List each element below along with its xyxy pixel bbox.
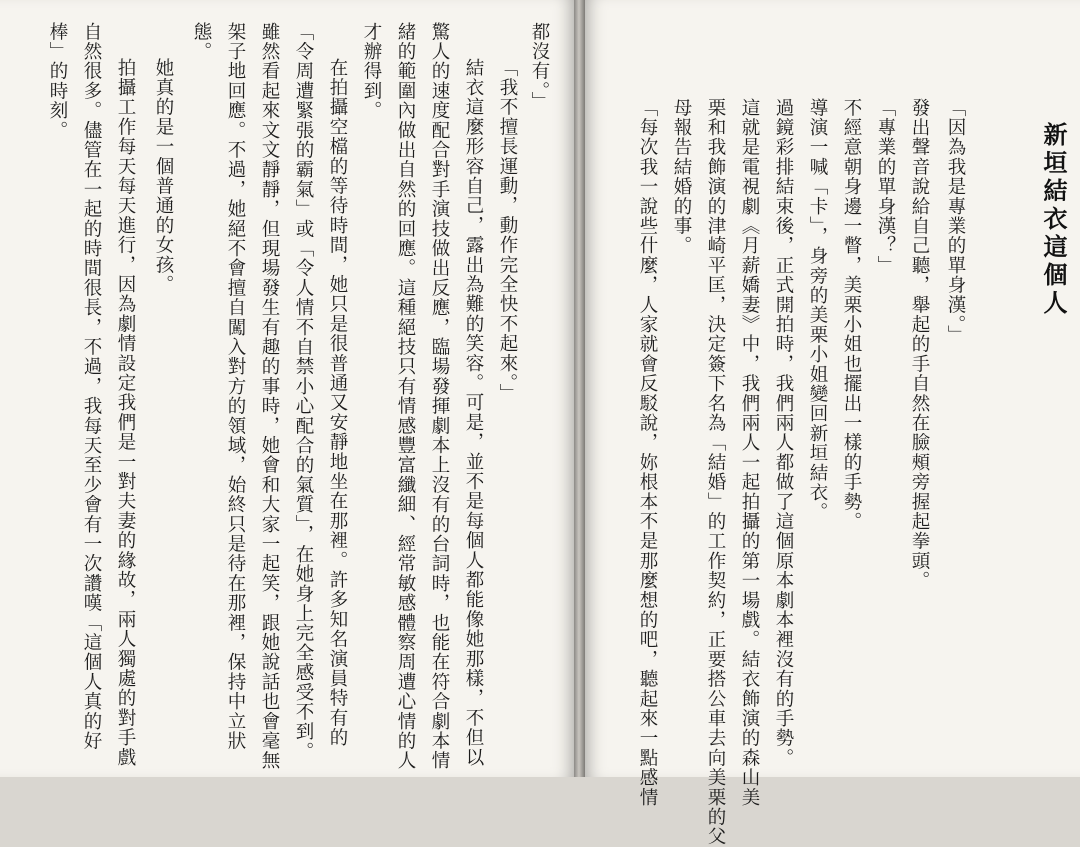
left-col-1: 都沒有。」 [529, 22, 550, 112]
left-col-13: 拍攝工作每天每天進行，因為劇情設定我們是一對夫妻的緣故，兩人獨處的對手戲 [115, 58, 136, 768]
left-col-14: 自然很多。儘管在一起的時間很長，不過，我每天至少會有一次讚嘆「這個人真的好 [81, 22, 102, 751]
right-col-9: 母報告結婚的事。 [671, 98, 692, 256]
right-col-8: 栗和我飾演的津崎平匡，決定簽下名為「結婚」的工作契約，正要搭公車去向美栗的父 [705, 98, 726, 847]
left-col-12: 她真的是一個普通的女孩。 [153, 58, 174, 295]
chapter-title: 新垣結衣這個人 [1039, 122, 1067, 318]
right-col-4: 不經意朝身邊一瞥，美栗小姐也擺出一樣的手勢。 [841, 98, 862, 532]
right-col-1: 「因為我是專業的單身漢。」 [945, 98, 966, 345]
left-col-5: 緒的範圍內做出自然的回應。這種絕技只有情感豐富纖細、經常敏感體察周遭心情的人 [395, 22, 416, 771]
left-col-11: 態。 [191, 22, 212, 62]
left-col-2: 「我不擅長運動，動作完全快不起來。」 [497, 58, 518, 404]
left-col-3: 結衣這麼形容自己，露出為難的笑容。可是，並不是每個人都能像她那樣，不但以 [463, 58, 484, 768]
right-col-3: 「專業的單身漢？」 [875, 98, 896, 276]
left-col-15: 棒」的時刻。 [47, 22, 68, 141]
left-col-9: 雖然看起來文文靜靜，但現場發生有趣的事時，她會和大家一起笑，跟她說話也會毫無 [259, 22, 280, 771]
right-col-7: 這就是電視劇《月薪嬌妻》中，我們兩人一起拍攝的第一場戲。結衣飾演的森山美 [739, 98, 760, 808]
right-col-2: 發出聲音說給自己聽，舉起的手自然在臉頰旁握起拳頭。 [909, 98, 930, 591]
left-col-6: 才辦得到。 [361, 22, 382, 121]
left-col-7: 在拍攝空檔的等待時間，她只是很普通又安靜地坐在那裡。許多知名演員特有的 [327, 58, 348, 748]
left-col-10: 架子地回應。不過，她絕不會擅自闖入對方的領域，始終只是待在那裡，保持中立狀 [225, 22, 246, 751]
left-col-8: 「令周遭緊張的霸氣」或「令人情不自禁小心配合的氣質」，在她身上完全感受不到。 [293, 22, 314, 762]
right-col-5: 導演一喊「卡」，身旁的美栗小姐變回新垣結衣。 [807, 98, 828, 523]
right-col-6: 過鏡彩排結束後，正式開拍時，我們兩人都做了這個原本劇本裡沒有的手勢。 [773, 98, 794, 768]
right-col-10: 「每次我一說些什麼，人家就會反駁說，妳根本不是那麼想的吧，聽起來一點感情 [637, 98, 658, 808]
book-gutter [574, 0, 585, 777]
left-col-4: 驚人的速度配合對手演技做出反應，臨場發揮劇本上沒有的台詞時，也能在符合劇本情 [429, 22, 450, 771]
